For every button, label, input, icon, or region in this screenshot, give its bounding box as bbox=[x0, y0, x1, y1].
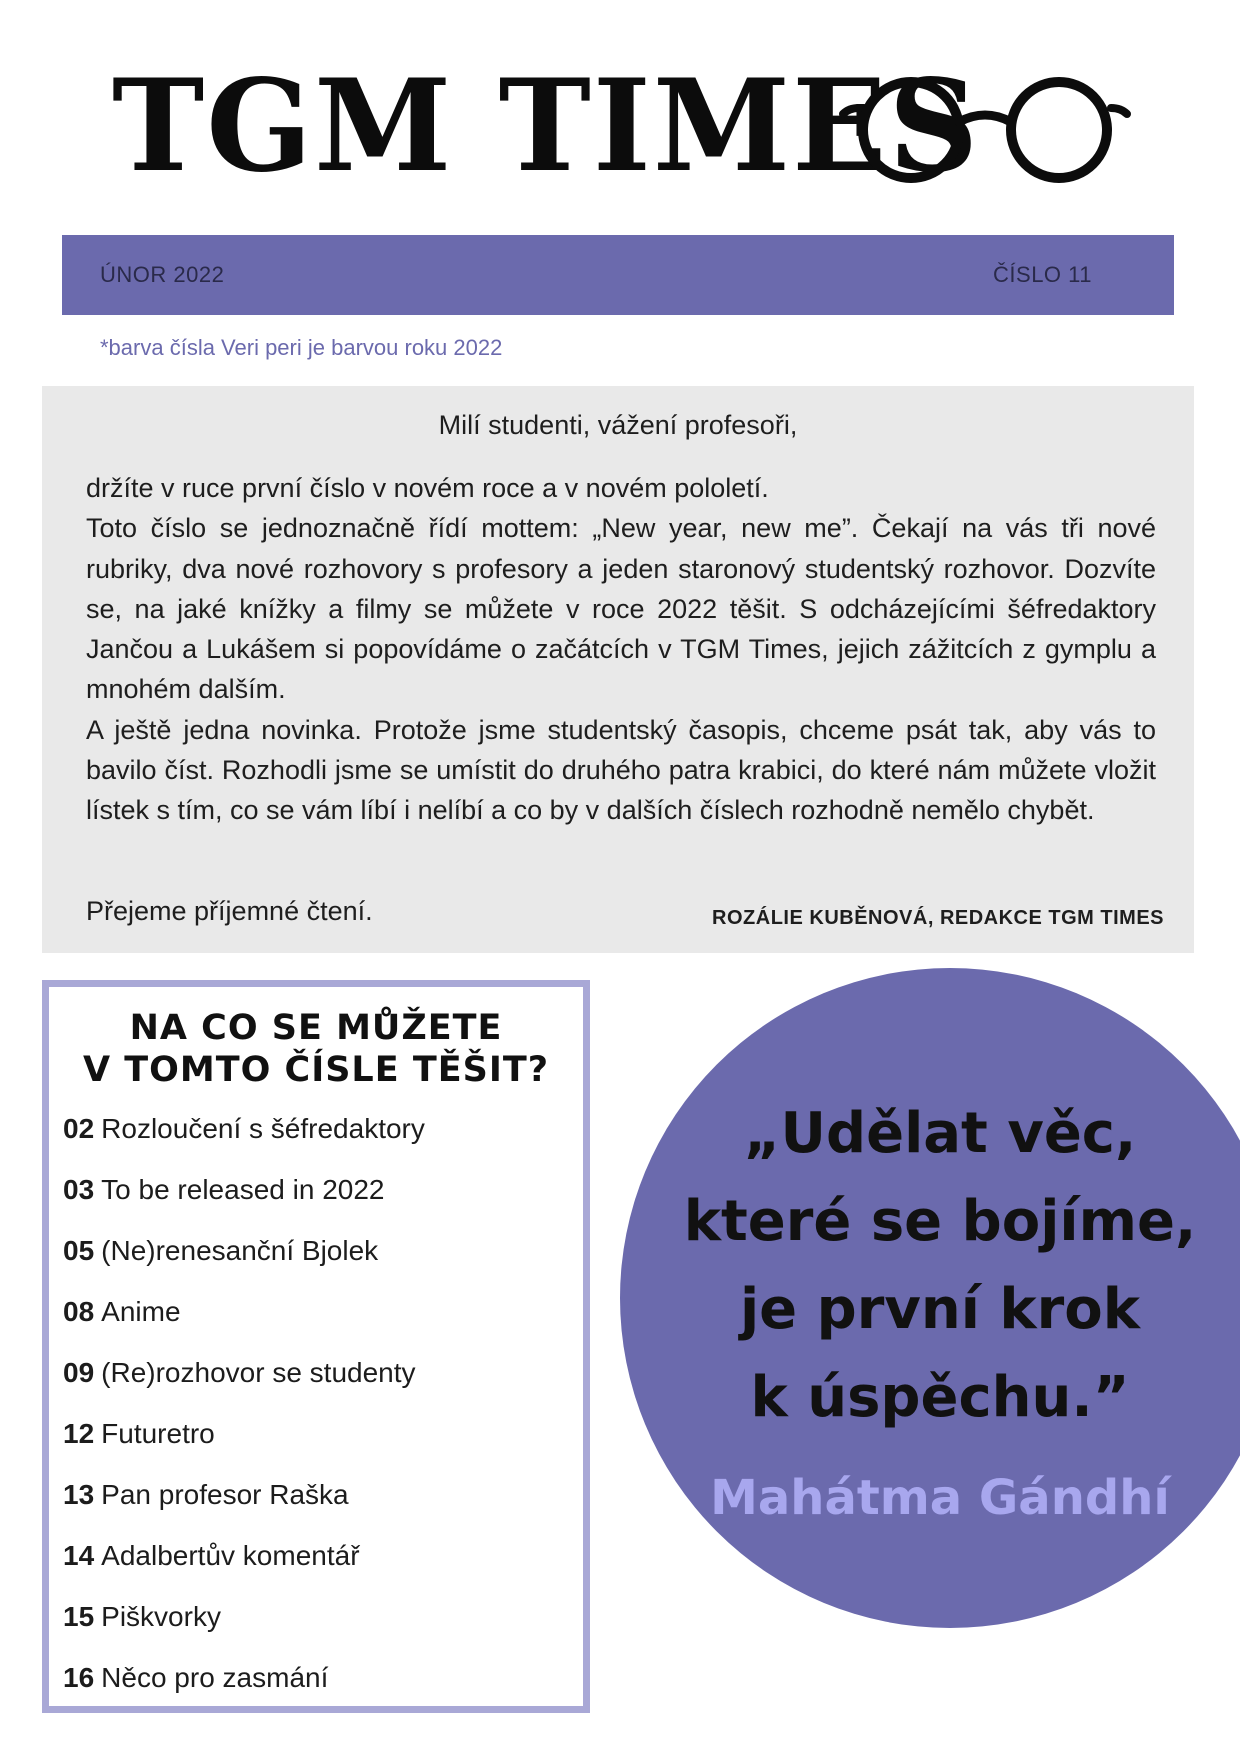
editorial-body bbox=[86, 468, 1156, 831]
toc-item bbox=[63, 1540, 425, 1601]
toc-heading bbox=[49, 1007, 583, 1091]
toc-heading-line: V TOMTO ČÍSLE TĚŠIT? bbox=[82, 1050, 550, 1090]
quote-author: Mahátma Gándhí bbox=[710, 1470, 1170, 1526]
issue-date: ÚNOR 2022 bbox=[100, 262, 225, 287]
toc-title: (Ne)renesanční Bjolek bbox=[101, 1235, 379, 1266]
editorial-greeting: Milí studenti, vážení profesoři, bbox=[438, 410, 798, 440]
toc-item bbox=[63, 1235, 425, 1296]
editorial-signature: ROZÁLIE KUBĚNOVÁ, REDAKCE TGM TIMES bbox=[712, 907, 1164, 929]
masthead-title: TGM TIMES bbox=[112, 52, 981, 201]
toc-title: (Re)rozhovor se studenty bbox=[101, 1357, 416, 1388]
toc-page-number: 03 bbox=[63, 1174, 95, 1205]
toc-page-number: 12 bbox=[63, 1418, 95, 1449]
toc-title: Anime bbox=[101, 1296, 181, 1327]
editorial-paragraph: A ještě jedna novinka. Protože jsme studentský časopis, chceme psát tak, aby vás to bavilo číst. Rozhodli jsme se umístit do druhého patra krabici, do které nám můžete vložit lístek s tím, co se vám líbí i nelíbí a co by v dalších číslech rozhodně nemělo chybět. bbox=[86, 714, 1156, 826]
toc-page-number: 13 bbox=[63, 1479, 95, 1510]
quote-line: které se bojíme, bbox=[683, 1189, 1197, 1254]
quote-text bbox=[655, 1090, 1225, 1442]
toc-title: Futuretro bbox=[101, 1418, 215, 1449]
toc-heading-line: NA CO SE MŮŽETE bbox=[129, 1008, 503, 1048]
quote-line: k úspěchu.” bbox=[750, 1365, 1130, 1430]
round-glasses-icon bbox=[835, 70, 1135, 190]
toc-page-number: 14 bbox=[63, 1540, 95, 1571]
toc-page-number: 02 bbox=[63, 1113, 95, 1144]
toc-item bbox=[63, 1296, 425, 1357]
toc-page-number: 15 bbox=[63, 1601, 95, 1632]
editorial-closing: Přejeme příjemné čtení. bbox=[86, 896, 373, 926]
color-footnote: *barva čísla Veri peri je barvou roku 2022 bbox=[100, 335, 503, 360]
toc-item bbox=[63, 1601, 425, 1662]
toc-title: To be released in 2022 bbox=[101, 1174, 385, 1205]
toc-page-number: 05 bbox=[63, 1235, 95, 1266]
toc-item bbox=[63, 1479, 425, 1540]
toc-title: Piškvorky bbox=[101, 1601, 221, 1632]
toc-list bbox=[63, 1113, 425, 1723]
toc-page-number: 09 bbox=[63, 1357, 95, 1388]
toc-item bbox=[63, 1357, 425, 1418]
issue-number: ČÍSLO 11 bbox=[993, 262, 1092, 287]
toc-item bbox=[63, 1662, 425, 1723]
toc-title: Něco pro zasmání bbox=[101, 1662, 329, 1693]
toc-title: Adalbertův komentář bbox=[101, 1540, 360, 1571]
editorial-box bbox=[42, 386, 1194, 953]
editorial-paragraph: držíte v ruce první číslo v novém roce a v novém pololetí. bbox=[86, 473, 769, 503]
toc-item bbox=[63, 1113, 425, 1174]
quote-line: je první krok bbox=[739, 1277, 1140, 1342]
toc-title: Rozloučení s šéfredaktory bbox=[101, 1113, 425, 1144]
toc-page-number: 16 bbox=[63, 1662, 95, 1693]
table-of-contents bbox=[42, 980, 590, 1713]
toc-item bbox=[63, 1418, 425, 1479]
editorial-paragraph: Toto číslo se jednoznačně řídí mottem: „New year, new me”. Čekají na vás tři nové rubriky, dva nové rozhovory s profesory a jeden staronový studentský rozhovor. Dozvíte se, na jaké knížky a filmy se můžete v roce 2022 těšit. S odcházejícími šéfredaktory Jančou a Lukášem si popovídáme o začátcích v TGM Times, jejich zážitcích z gymplu a mnohém dalším. bbox=[86, 513, 1156, 705]
issue-bar bbox=[62, 235, 1174, 315]
toc-item bbox=[63, 1174, 425, 1235]
toc-page-number: 08 bbox=[63, 1296, 95, 1327]
toc-title: Pan profesor Raška bbox=[101, 1479, 349, 1510]
quote-line: „Udělat věc, bbox=[743, 1101, 1137, 1166]
